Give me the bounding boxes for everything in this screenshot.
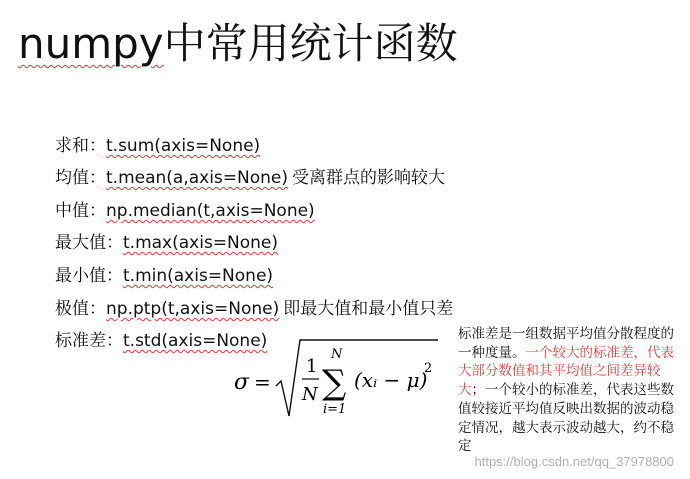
item-label: 标准差： xyxy=(55,331,123,351)
item-label: 均值： xyxy=(55,168,106,188)
list-item-max xyxy=(55,232,278,254)
list-item-min xyxy=(55,265,273,287)
item-note: 受离群点的影响较大 xyxy=(292,168,446,188)
formula-denominator: N xyxy=(302,384,318,405)
item-code: t.min(axis=None) xyxy=(123,266,274,286)
formula-term: (xᵢ − μ) xyxy=(354,368,428,392)
formula-sum-sign: ∑ xyxy=(322,363,347,403)
list-item-ptp xyxy=(55,298,453,320)
item-label: 求和： xyxy=(55,136,106,156)
desc-part-2-highlight: 一个较大的标准差，代表大部分数值和其平均值之间差异较大 xyxy=(458,344,674,399)
list-item-median xyxy=(55,200,315,222)
item-code: t.std(axis=None) xyxy=(123,331,268,351)
item-code: t.max(axis=None) xyxy=(123,233,279,253)
page-title xyxy=(18,16,458,72)
formula-numerator: 1 xyxy=(306,356,318,377)
formula-sigma: σ xyxy=(234,370,250,395)
formula-exponent: 2 xyxy=(424,361,433,376)
item-note: 即最大值和最小值只差 xyxy=(283,299,454,319)
list-item-sum xyxy=(55,135,260,157)
item-code: np.median(t,axis=None) xyxy=(106,201,315,221)
std-description xyxy=(458,325,678,456)
std-formula xyxy=(232,334,442,426)
desc-part-1: 标准差是一组数据平均值分散程度的一种度量。 xyxy=(458,326,674,361)
item-label: 最小值： xyxy=(55,266,123,286)
item-label: 中值： xyxy=(55,201,106,221)
item-code: np.ptp(t,axis=None) xyxy=(106,299,280,319)
item-code: t.sum(axis=None) xyxy=(106,136,261,156)
formula-sum-upper: N xyxy=(331,347,343,362)
title-chinese: 中常用统计函数 xyxy=(163,19,458,68)
std-formula-svg xyxy=(232,334,442,426)
desc-part-3: ；一个较小的标准差，代表这些数值较接近平均值反映出数据的波动稳定情况，越大表示波动越大，约不稳定 xyxy=(458,382,674,455)
item-label: 最大值： xyxy=(55,233,123,253)
formula-equals: = xyxy=(254,370,271,394)
item-label: 极值： xyxy=(55,299,106,319)
item-code: t.mean(a,axis=None) xyxy=(106,168,289,188)
formula-sum-lower: i=1 xyxy=(323,402,347,417)
watermark: https://blog.csdn.net/qq_37978800 xyxy=(474,454,674,469)
title-english: numpy xyxy=(18,19,164,68)
list-item-mean xyxy=(55,167,445,189)
